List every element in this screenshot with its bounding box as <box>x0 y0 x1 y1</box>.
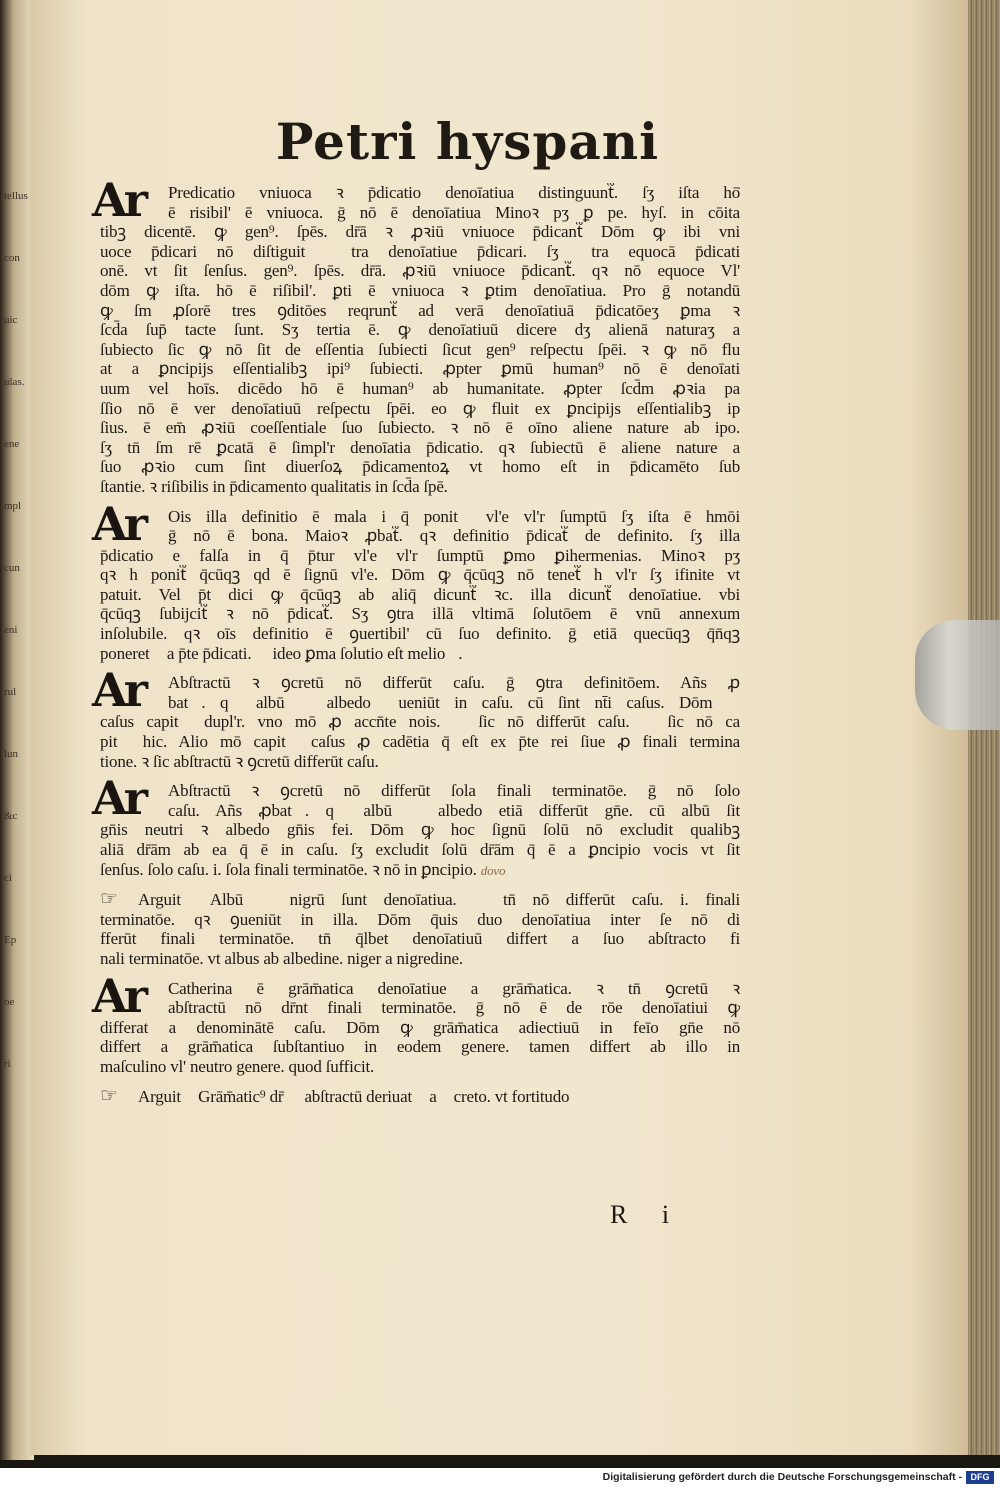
page-clip <box>915 620 1000 730</box>
left-page-fragment: Ep <box>4 934 17 946</box>
text-line: maſculino vl' neutro genere. quod ſufficit. <box>100 1056 375 1076</box>
dfg-logo: DFG <box>966 1471 994 1484</box>
text-line: uoce p̄dicari nō diſtiguit᷑ ꝯtra denoīatiue p̄dicari. ſʒ ꝯtra equocā p̄dicati <box>100 241 740 261</box>
text-line: Predicatio vniuoca ꝛ p̄dicatio denoīatiua distinguunt᷑. ſʒ iſta hō̄ <box>168 183 740 202</box>
left-page-fragment: oe <box>4 996 15 1008</box>
pointing-hand-icon: ☞ <box>100 890 118 910</box>
text-line: differt a grām̄atica ſubſtantiuo in eodem genere. tamen differt ab illo in <box>100 1037 740 1057</box>
text-line: ḡ nō ē bona. Maioꝛ ꝓbat᷑. qꝛ definitio p̄dicat᷑ de definito. ſʒ illa <box>168 526 740 546</box>
text-line: inſolubile. qꝛ oīs definitio ē ꝯuertibil' cū ſuo definito. ḡ etiā quecūqꝫ q̄n̄qꝫ <box>100 624 740 644</box>
left-page-fragment: ri <box>4 1058 11 1070</box>
text-line: caſu. Añs ꝓbat᷑. qꝛ albū ꝛ albedo etiā differūt gn̄e. cū albū ſit <box>168 800 740 820</box>
left-page-fragment: rul <box>4 686 17 698</box>
text-line: pit᷑ hic. Alio mō capit᷑ caſus ꝓ cadētia q̄ eſt ex p̄te rei ſiue ꝓ finali termina <box>100 732 740 752</box>
text-line: abſtractū nō dr̄nt finali terminatōe. ḡ nō ē de rōe denoīatiui ꝙ <box>168 998 740 1018</box>
text-line: ſcd̄a ſup̄ tacte ſunt. Sʒ tertia ē. ꝙ denoīatiuū dicere dʒ alienā naturaʒ a <box>100 320 740 340</box>
text-line: Ois illa definitio ē mala i q̄ ponit᷑ vl'e vl'r ſumptū ſʒ iſta ē hmōi <box>168 506 740 526</box>
left-page-fragment: tellus <box>4 190 28 202</box>
line-text: Arguit᷑ Grām̄atic⁹ dr̄ ꝙ abſtractū deriuat᷑ a ꝯcreto. vt fortitudo <box>138 1086 570 1106</box>
text-line: terminatōe. qꝛ ꝯueniūt in illa. Dōm q̄uis duo denoīatiua inter ſe nō di <box>100 909 740 929</box>
left-page-fragment: cun <box>4 562 20 574</box>
left-page-fragment: eni <box>4 624 18 636</box>
text-line <box>100 890 740 910</box>
handwritten-note: dovo <box>480 862 506 878</box>
text-line: at a ꝑncipijs eſſentialibꝫ ipi⁹ ſubiecti. ꝓpter ꝑmū human⁹ nō ē denoīati <box>100 359 740 379</box>
text-line: tione. ꝛ ſic abſtractū ꝛ ꝯcretū differūt caſu. <box>100 751 379 771</box>
pointer-paragraph <box>100 1087 740 1107</box>
left-page-fragment: mpl <box>4 500 22 512</box>
text-line: patuit. Vel p̄t dici ꝙ q̄cūqꝫ ab aliq̄ dicunt᷑ ꝛc. illa dicunt᷑ denoīatiue. vbi <box>100 584 740 604</box>
drop-cap: Ar <box>92 496 144 551</box>
text-line: ſuo ꝓꝛio cum ſint diuerſoꝝ p̄dicamentoꝝ vt homo eſt in p̄dicamēto ſub <box>100 457 740 477</box>
text-line: dōm ꝙ iſta. hō ē riſibil'. ꝑti ē vniuoca ꝛ ꝑtim denoīatiua. Pro ḡ notandū <box>100 280 740 300</box>
text-line: ſſio nō ē ver denoīatiuū reſpectu ſpēi. eo ꝙ fluit ex ꝑncipijs eſſentialibꝫ ip <box>100 398 740 418</box>
text-line: differat a denominātē caſu. Dōm ꝙ grām̄atica adiectiuū in feīo gn̄e nō <box>100 1017 740 1037</box>
running-title: Petri hyspani <box>275 112 660 171</box>
line-text: ſenſus. ſolo caſu. i. ſola finali terminatōe. ꝛ nō in ꝑncipio. <box>100 859 477 879</box>
drop-cap: Ar <box>92 771 144 826</box>
text-line: qꝛ h ponit᷑ q̄cūqꝫ qd ē ſignū vl'e. Dōm ꝙ q̄cūqꝫ nō tenet᷑ h vl'r ſʒ ifinite vt <box>100 565 740 585</box>
text-line: ꝙ ſm ꝓſorē tres ꝯditōes reqrunt᷑ ad verā denoīatiuā p̄dicatōeʒ ꝑma ꝛ <box>100 300 740 320</box>
text-line <box>100 860 740 881</box>
text-line: gn̄is neutri ꝛ albedo gn̄is fei. Dōm ꝙ hoc ſignū ſolū nō excludit qualibꝫ <box>100 820 740 840</box>
text-line: tibꝫ dicentē. ꝙ gen⁹. ſpēs. dr̄ā ꝛ ꝓꝛiū vniuoce p̄dicant᷑ Dōm ꝙ ibi vni <box>100 222 740 242</box>
book-page <box>30 0 975 1455</box>
text-line: ſubiecto ſic ꝙ nō ſit de eſſentia ſubiecti ſicut gen⁹ reſpectu ſpēi. ꝛ ꝙ nō flu <box>100 339 740 359</box>
argument-paragraph <box>92 968 740 1077</box>
text-line <box>100 1087 740 1107</box>
drop-cap: Ar <box>92 663 144 718</box>
signature-mark: R i <box>610 1200 684 1229</box>
left-page-fragment: ulas. <box>4 376 25 388</box>
line-text: Arguit᷑ Albū ꝛ nigrū ſunt denoīatiua. ꝛ tn̄ nō differūt caſu. i. finali <box>138 890 740 910</box>
text-line: uum vel hoīs. dicēdo hō ē human⁹ ab humanitate. ꝓpter ſcd̄m ꝓꝛia pa <box>100 378 740 398</box>
text-line: nali terminatōe. vt albus ab albedine. niger a nigredine. <box>100 948 463 968</box>
pointing-hand-icon: ☞ <box>100 1086 118 1107</box>
text-line: Catherina ē grām̄atica denoīatiue a grām̄atica. ꝛ tn̄ ꝯcretū ꝛ <box>168 978 740 998</box>
text-line: p̄dicatio e falſa in q̄ p̄tur vl'e vl'r ſumptū ꝑmo ꝑihermenias. Minoꝛ pʒ <box>100 545 740 565</box>
footer-bar <box>0 1468 1000 1487</box>
left-page-fragment: ene <box>4 438 20 450</box>
text-line: ē risibil' ē vniuoca. ḡ nō ē denoīatiua Minoꝛ pʒ ꝑ pe. hyſ. in cōita <box>168 202 740 222</box>
text-line: Abſtractū ꝛ ꝯcretū nō differūt ſola finali terminatōe. ḡ nō ſolo <box>168 781 740 801</box>
drop-cap: Ar <box>92 173 144 227</box>
argument-paragraph <box>92 771 740 880</box>
text-line: ſʒ tn̄ ſm rē ꝑcatā ē ſimpl'r denoīatia p̄dicatio. qꝛ ſubiectū ē aliene nature a <box>100 437 740 457</box>
left-page-fragment: uic <box>4 314 18 326</box>
drop-cap: Ar <box>92 968 144 1023</box>
argument-paragraph <box>92 173 740 497</box>
text-line: q̄cūqꝫ ſubijcit᷑ ꝛ nō p̄dicat᷑. Sʒ ꝯtra illā vltimā ſolutōem ē vnū annexum <box>100 604 740 624</box>
left-page-fragment: lun <box>4 748 19 760</box>
left-page-fragment: &c <box>4 810 18 822</box>
argument-paragraph <box>92 663 740 771</box>
left-page-fragment: con <box>4 252 20 264</box>
text-block <box>92 173 740 1116</box>
text-line: caſus capit᷑ dupl'r. vno mō ꝓ accn̄te nois. ꝛ ſic nō differūt caſu. ꝛ ſic nō ca <box>100 712 740 732</box>
text-line: bat᷑. qꝛ albū ꝛ albedo ꝯueniūt in caſu. cū ſint nt̄i caſus. Dōm ꝙ <box>168 692 740 712</box>
text-line: aliā dr̄ām ab ea q̄ ē in caſu. ſʒ excludit ſolū dr̄ām q̄ ē a ꝑncipio vocis vt ſit <box>100 840 740 859</box>
text-line: fferūt finali terminatōe. tn̄ q̄lbet denoīatiuū differt a ſuo abſtracto fi <box>100 929 740 949</box>
text-line: Abſtractū ꝛ ꝯcretū nō differūt caſu. ḡ ꝯtra definitōem. Añs ꝓ <box>168 673 740 693</box>
text-line: ſius. ē em̄ ꝓꝛiū coeſſentiale ſuo ſubiecto. ꝛ nō ē oīno aliene nature ab ipo. <box>100 418 740 438</box>
footer-credit: Digitalisierung gefördert durch die Deutsche Forschungsgemeinschaft - <box>602 1471 962 1483</box>
argument-paragraph <box>92 496 740 664</box>
left-page-edge <box>0 0 34 1460</box>
text-line: poneret᷑ a p̄te p̄dicati. ꝛ ideo ꝑma ſolutio eſt melioꝛ. <box>100 643 463 663</box>
left-page-fragment: ci <box>4 872 12 884</box>
pointer-paragraph <box>100 890 740 968</box>
text-line: ſtantie. ꝛ riſibilis in p̄dicamento qualitatis in ſcd̄a ſpē. <box>100 476 448 496</box>
text-line: onē. vt ſit ſenſus. gen⁹. ſpēs. dr̄ā. ꝓꝛiū vniuoce p̄dicant᷑. qꝛ nō equoce Vl' <box>100 261 740 281</box>
